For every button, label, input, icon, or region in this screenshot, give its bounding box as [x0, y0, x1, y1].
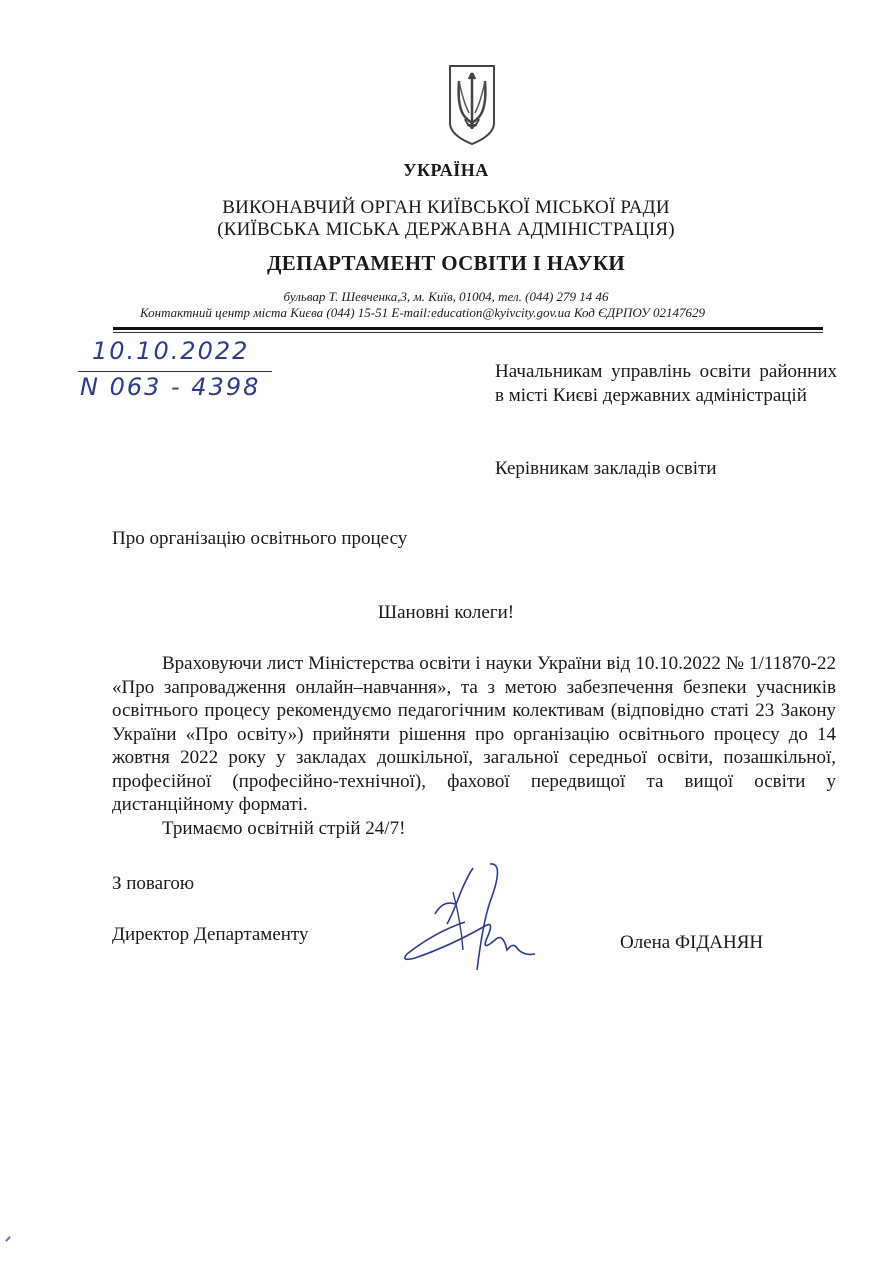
country-name: УКРАЇНА: [403, 160, 489, 180]
organization-alt-name: (КИЇВСЬКА МІСЬКА ДЕРЖАВНА АДМІНІСТРАЦІЯ): [217, 219, 675, 240]
organization-name: ВИКОНАВЧИЙ ОРГАН КИЇВСЬКОЇ МІСЬКОЇ РАДИ: [222, 197, 670, 218]
letter-body: [112, 652, 836, 840]
header-divider-thin: [113, 332, 823, 333]
trident-coat-of-arms-icon: [447, 63, 497, 147]
handwritten-date: 10.10.2022: [92, 337, 250, 365]
contact-line: Контактний центр міста Києва (044) 15-51 E-mail:education@kyivcity.gov.ua Код ЄДРПОУ 02147629: [140, 305, 706, 320]
signer-name: Олена ФІДАНЯН: [620, 932, 764, 953]
signer-position: Директор Департаменту: [112, 924, 309, 945]
registration-underline: [78, 371, 272, 372]
recipient-district-heads: Начальникам управлінь освіти районних в місті Києві державних адміністрацій: [495, 361, 837, 406]
header-divider-thick: [113, 327, 823, 330]
closing-regards: З повагою: [112, 873, 195, 894]
body-paragraph: Тримаємо освітній стрій 24/7!: [162, 817, 406, 839]
handwritten-reg-number: N 063 - 4398: [80, 373, 261, 401]
greeting: Шановні колеги!: [377, 602, 515, 623]
letter-subject: Про організацію освітнього процесу: [112, 528, 408, 549]
department-name: ДЕПАРТАМЕНТ ОСВІТИ І НАУКИ: [267, 251, 625, 275]
body-paragraph: Враховуючи лист Міністерства освіти і науки України від 10.10.2022 № 1/11870-22 «Про запровадження онлайн–навчання», та з метою забезпечення безпеки учасників освітнього процесу рекомендуємо педагогічним колективам (відповідно статі 23 Закону України «Про освіту») прийняти рішення про організацію освітнього процесу до 14 жовтня 2022 року у закладах дошкільної, загальної середньої освіти, позашкільної, професійної (професійно-технічної), фахової передвищої та вищої освіти у дистанційному форматі.: [112, 653, 836, 815]
address-line: бульвар Т. Шевченка,3, м. Київ, 01004, тел. (044) 279 14 46: [283, 289, 609, 304]
ink-mark: [5, 1236, 11, 1242]
recipient-school-heads: Керівникам закладів освіти: [495, 458, 717, 479]
handwritten-signature-icon: [395, 862, 565, 972]
